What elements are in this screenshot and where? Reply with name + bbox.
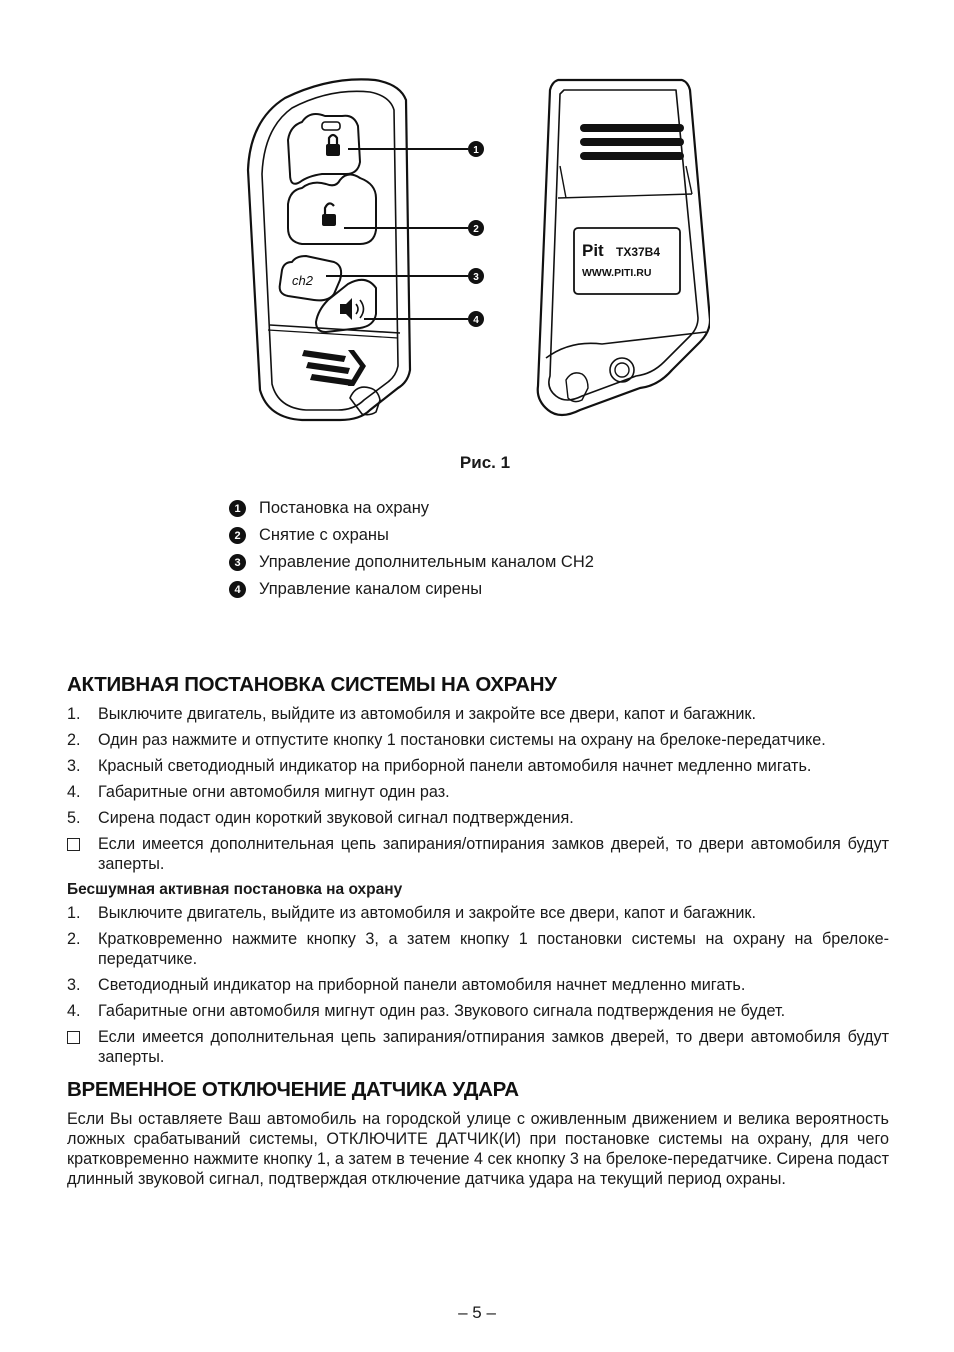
list-marker: 3. bbox=[67, 757, 81, 775]
list-item bbox=[67, 704, 889, 724]
legend-number-badge: 2 bbox=[229, 527, 246, 544]
page-number: – 5 – bbox=[458, 1303, 496, 1322]
sticker-model: TX37B4 bbox=[616, 245, 661, 259]
speaker-icon bbox=[340, 298, 364, 320]
list-item-text: Сирена подаст один короткий звуковой сигнал подтверждения. bbox=[98, 809, 574, 827]
list-item-text: Светодиодный индикатор на приборной панели автомобиля начнет медленно мигать. bbox=[98, 976, 746, 994]
back-vent-icon bbox=[580, 124, 684, 160]
remote-front bbox=[248, 79, 410, 420]
list-item bbox=[67, 808, 889, 828]
legend-text: Постановка на охрану bbox=[259, 499, 430, 517]
callout-1-label: 1 bbox=[473, 145, 479, 156]
list-marker: 2. bbox=[67, 930, 81, 948]
list-item-text: Выключите двигатель, выйдите из автомобиля и закройте все двери, капот и багажник. bbox=[98, 705, 756, 723]
sticker-brand: Pit bbox=[582, 241, 604, 260]
list-item bbox=[67, 782, 889, 802]
list-item bbox=[67, 730, 889, 750]
legend-item bbox=[229, 522, 594, 549]
list-item bbox=[67, 903, 889, 923]
shock-sensor-paragraph: Если Вы оставляете Ваш автомобиль на городской улице с оживленным движением и велика вероятность ложных срабатываний системы, ОТКЛЮЧИТЕ ДАТЧИК(И) при постановке системы на охрану, для чего кратковременно нажмите кнопку 1, а затем в течение 4 сек кнопку 3 на брелоке-передатчике. Сирена подаст длинный звуковой сигнал, подтверждая отключение датчика удара на текущий период охраны. bbox=[67, 1110, 889, 1188]
list-item-text: Габаритные огни автомобиля мигнут один раз. bbox=[98, 783, 450, 801]
unlock-icon bbox=[322, 203, 336, 226]
section-heading-active-arming: АКТИВНАЯ ПОСТАНОВКА СИСТЕМЫ НА ОХРАНУ bbox=[67, 673, 557, 696]
list-item bbox=[67, 834, 889, 874]
list-item-text: Красный светодиодный индикатор на приборной панели автомобиля начнет медленно мигать. bbox=[98, 757, 812, 775]
legend-number-badge: 1 bbox=[229, 500, 246, 517]
lock-icon bbox=[326, 135, 340, 156]
figure-legend bbox=[229, 495, 594, 603]
list-marker: 2. bbox=[67, 731, 81, 749]
list-marker: 3. bbox=[67, 976, 81, 994]
list-item-text: Если имеется дополнительная цепь запирания/отпирания замков дверей, то двери автомобиля будут заперты. bbox=[98, 1028, 889, 1066]
list-item bbox=[67, 929, 889, 969]
figure-caption: Рис. 1 bbox=[459, 453, 511, 472]
list-item bbox=[67, 1001, 889, 1021]
silent-arming-steps bbox=[67, 903, 889, 1067]
list-item-text: Выключите двигатель, выйдите из автомобиля и закройте все двери, капот и багажник. bbox=[98, 904, 756, 922]
callout-3-label: 3 bbox=[473, 272, 479, 283]
ch2-label: ch2 bbox=[292, 273, 313, 288]
legend-text: Управление каналом сирены bbox=[259, 580, 483, 598]
list-item bbox=[67, 1027, 889, 1067]
callout-2-label: 2 bbox=[473, 224, 479, 235]
legend-number-badge: 4 bbox=[229, 581, 246, 598]
legend-item bbox=[229, 495, 594, 522]
main-content bbox=[67, 672, 889, 1189]
subheading-silent-arming: Бесшумная активная постановка на охрану bbox=[67, 881, 403, 898]
section-heading-shock-sensor: ВРЕМЕННОЕ ОТКЛЮЧЕНИЕ ДАТЧИКА УДАРА bbox=[67, 1078, 519, 1101]
list-marker: 4. bbox=[67, 1002, 81, 1020]
list-marker: 4. bbox=[67, 783, 81, 801]
legend-item bbox=[229, 549, 594, 576]
active-arming-steps bbox=[67, 704, 889, 874]
legend-number-badge: 3 bbox=[229, 554, 246, 571]
list-marker: 5. bbox=[67, 809, 81, 827]
list-item bbox=[67, 756, 889, 776]
legend-text: Снятие с охраны bbox=[259, 526, 389, 544]
list-item-text: Один раз нажмите и отпустите кнопку 1 постановки системы на охрану на брелоке-передатчике. bbox=[98, 731, 826, 749]
list-item-text: Габаритные огни автомобиля мигнут один раз. Звукового сигнала подтверждения не будет. bbox=[98, 1002, 786, 1020]
list-marker: 1. bbox=[67, 904, 81, 922]
callout-markers bbox=[468, 141, 484, 327]
sticker-url: WWW.PITI.RU bbox=[582, 267, 652, 279]
checkbox-square-icon bbox=[67, 1027, 98, 1067]
list-marker: 1. bbox=[67, 705, 81, 723]
sticker-label bbox=[574, 228, 680, 294]
remote-illustration bbox=[230, 70, 710, 440]
remote-figure bbox=[230, 70, 710, 440]
list-item-text: Кратковременно нажмите кнопку 3, а затем кнопку 1 постановки системы на охрану на брелоке-передатчике. bbox=[98, 930, 889, 968]
legend-item bbox=[229, 576, 594, 603]
list-item-text: Если имеется дополнительная цепь запирания/отпирания замков дверей, то двери автомобиля будут заперты. bbox=[98, 835, 889, 873]
checkbox-square-icon bbox=[67, 834, 98, 874]
legend-text: Управление дополнительным каналом CH2 bbox=[259, 553, 594, 571]
list-item bbox=[67, 975, 889, 995]
callout-4-label: 4 bbox=[473, 315, 479, 326]
